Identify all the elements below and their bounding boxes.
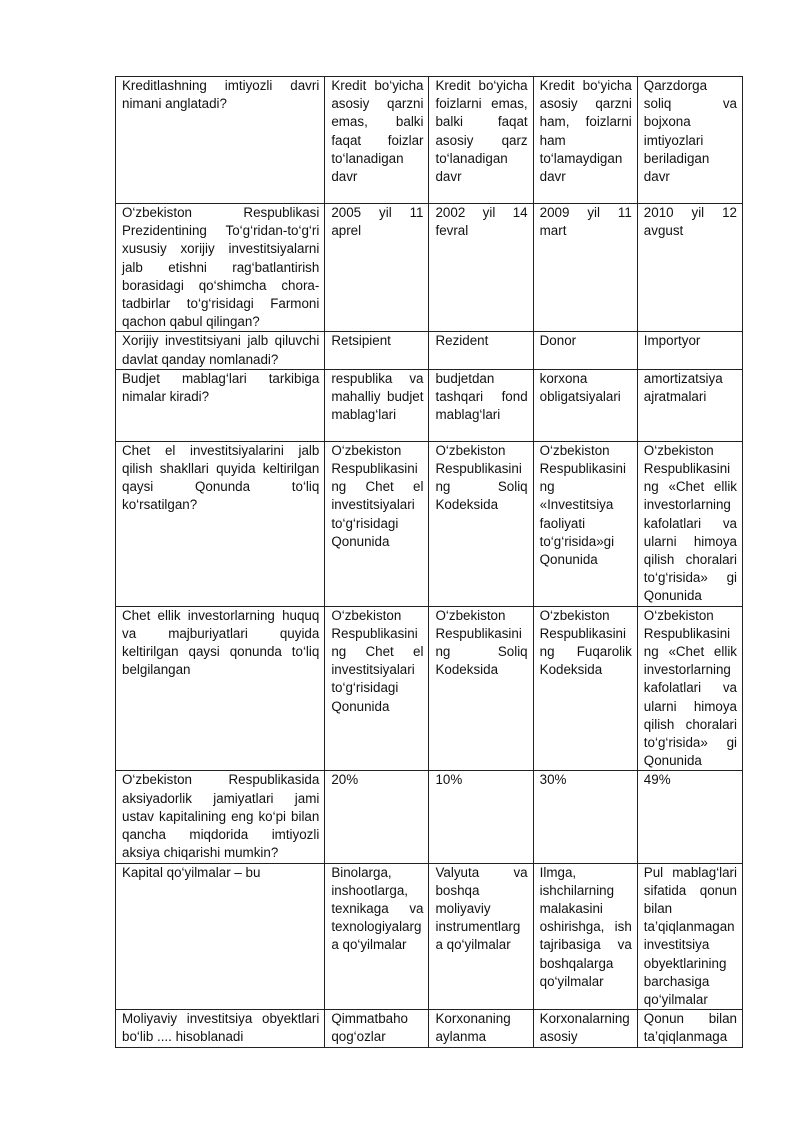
option-a-cell: respublika va mahalliy budjet mablag‘lari	[325, 369, 429, 441]
option-c-cell: Donor	[533, 332, 637, 369]
option-b-cell: 2002 yil 14 fevral	[429, 204, 533, 332]
option-b-cell: Valyuta va boshqa moliyaviy instrumentlarga qo‘yilmalar	[429, 863, 533, 1010]
option-c-cell: 30%	[533, 771, 637, 863]
table-row	[116, 771, 743, 863]
table-row	[116, 863, 743, 1010]
table-row	[116, 77, 743, 204]
option-a-cell: Binolarga, inshootlarga, texnikaga va texnologiyalarga qo‘yilmalar	[325, 863, 429, 1010]
option-d-cell: Importyor	[637, 332, 742, 369]
option-b-cell: Kredit bo‘yicha foizlarni emas, balki faqat asosiy qarz to‘lanadigan davr	[429, 77, 533, 204]
table-row	[116, 441, 743, 606]
option-d-cell: 49%	[637, 771, 742, 863]
question-cell: Budjet mablag‘lari tarkibiga nimalar kiradi?	[116, 369, 325, 441]
table-row	[116, 332, 743, 369]
question-cell: Moliyaviy investitsiya obyektlari bo‘lib .... hisoblanadi	[116, 1010, 325, 1047]
question-cell: Xorijiy investitsiyani jalb qiluvchi davlat qanday nomlanadi?	[116, 332, 325, 369]
option-a-cell: O‘zbekiston Respublikasining Chet el investitsiyalari to‘g‘risidagi Qonunida	[325, 441, 429, 606]
option-d-cell: Qonun bilan ta’qiqlanmaga	[637, 1010, 742, 1047]
option-d-cell: Qarzdorga soliq va bojxona imtiyozlari beriladigan davr	[637, 77, 742, 204]
question-cell: Chet el investitsiyalarini jalb qilish shakllari quyida keltirilgan qaysi Qonunda to‘liq ko‘rsatilgan?	[116, 441, 325, 606]
option-c-cell: 2009 yil 11 mart	[533, 204, 637, 332]
table-row	[116, 204, 743, 332]
option-d-cell: Pul mablag‘lari sifatida qonun bilan ta’qiqlanmagan investitsiya obyektlarining barchasiga qo‘yilmalar	[637, 863, 742, 1010]
table-row	[116, 369, 743, 441]
option-b-cell: O‘zbekiston Respublikasining Soliq Kodeksida	[429, 606, 533, 771]
option-c-cell: Kredit bo‘yicha asosiy qarzni ham, foizlarni ham to‘lamaydigan davr	[533, 77, 637, 204]
table-row	[116, 1010, 743, 1047]
question-cell: O‘zbekiston Respublikasida aksiyadorlik jamiyatlari jami ustav kapitalining eng ko‘pi bilan qancha miqdorida imtiyozli aksiya chiqarishi mumkin?	[116, 771, 325, 863]
table-row	[116, 606, 743, 771]
option-c-cell: Korxonalarning asosiy	[533, 1010, 637, 1047]
option-c-cell: O‘zbekiston Respublikasining Fuqarolik Kodeksida	[533, 606, 637, 771]
option-d-cell: O‘zbekiston Respublikasining «Chet ellik investorlarning kafolatlari va ularni himoya qilish choralari to‘g‘risida» gi Qonunida	[637, 606, 742, 771]
question-cell: Chet ellik investorlarning huquq va majburiyatlari quyida keltirilgan qaysi qonunda to‘liq belgilangan	[116, 606, 325, 771]
quiz-table	[115, 76, 743, 1048]
option-a-cell: Retsipient	[325, 332, 429, 369]
question-cell: Kapital qo‘yilmalar – bu	[116, 863, 325, 1010]
option-a-cell: O‘zbekiston Respublikasining Chet el investitsiyalari to‘g‘risidagi Qonunida	[325, 606, 429, 771]
option-c-cell: korxona obligatsiyalari	[533, 369, 637, 441]
question-cell: Kreditlashning imtiyozli davri nimani anglatadi?	[116, 77, 325, 204]
option-b-cell: O‘zbekiston Respublikasining Soliq Kodeksida	[429, 441, 533, 606]
option-d-cell: amortizatsiya ajratmalari	[637, 369, 742, 441]
quiz-table-body	[116, 77, 743, 1048]
option-c-cell: Ilmga, ishchilarning malakasini oshirishga, ish tajribasiga va boshqalarga qo‘yilmalar	[533, 863, 637, 1010]
option-a-cell: 2005 yil 11 aprel	[325, 204, 429, 332]
option-d-cell: 2010 yil 12 avgust	[637, 204, 742, 332]
option-a-cell: Qimmatbaho qog‘ozlar	[325, 1010, 429, 1047]
option-b-cell: 10%	[429, 771, 533, 863]
question-cell: O‘zbekiston Respublikasi Prezidentining To‘g‘ridan-to‘g‘ri xususiy xorijiy investitsiyalarni jalb etishni rag‘batlantirish borasidagi qo‘shimcha chora-tadbirlar to‘g‘risidagi Farmoni qachon qabul qilingan?	[116, 204, 325, 332]
option-b-cell: Korxonaning aylanma	[429, 1010, 533, 1047]
option-c-cell: O‘zbekiston Respublikasining «Investitsiya faoliyati to‘g‘risida»gi Qonunida	[533, 441, 637, 606]
option-a-cell: 20%	[325, 771, 429, 863]
option-b-cell: Rezident	[429, 332, 533, 369]
option-a-cell: Kredit bo‘yicha asosiy qarzni emas, balki faqat foizlar to‘lanadigan davr	[325, 77, 429, 204]
option-b-cell: budjetdan tashqari fond mablag‘lari	[429, 369, 533, 441]
option-d-cell: O‘zbekiston Respublikasining «Chet ellik investorlarning kafolatlari va ularni himoya qilish choralari to‘g‘risida» gi Qonunida	[637, 441, 742, 606]
